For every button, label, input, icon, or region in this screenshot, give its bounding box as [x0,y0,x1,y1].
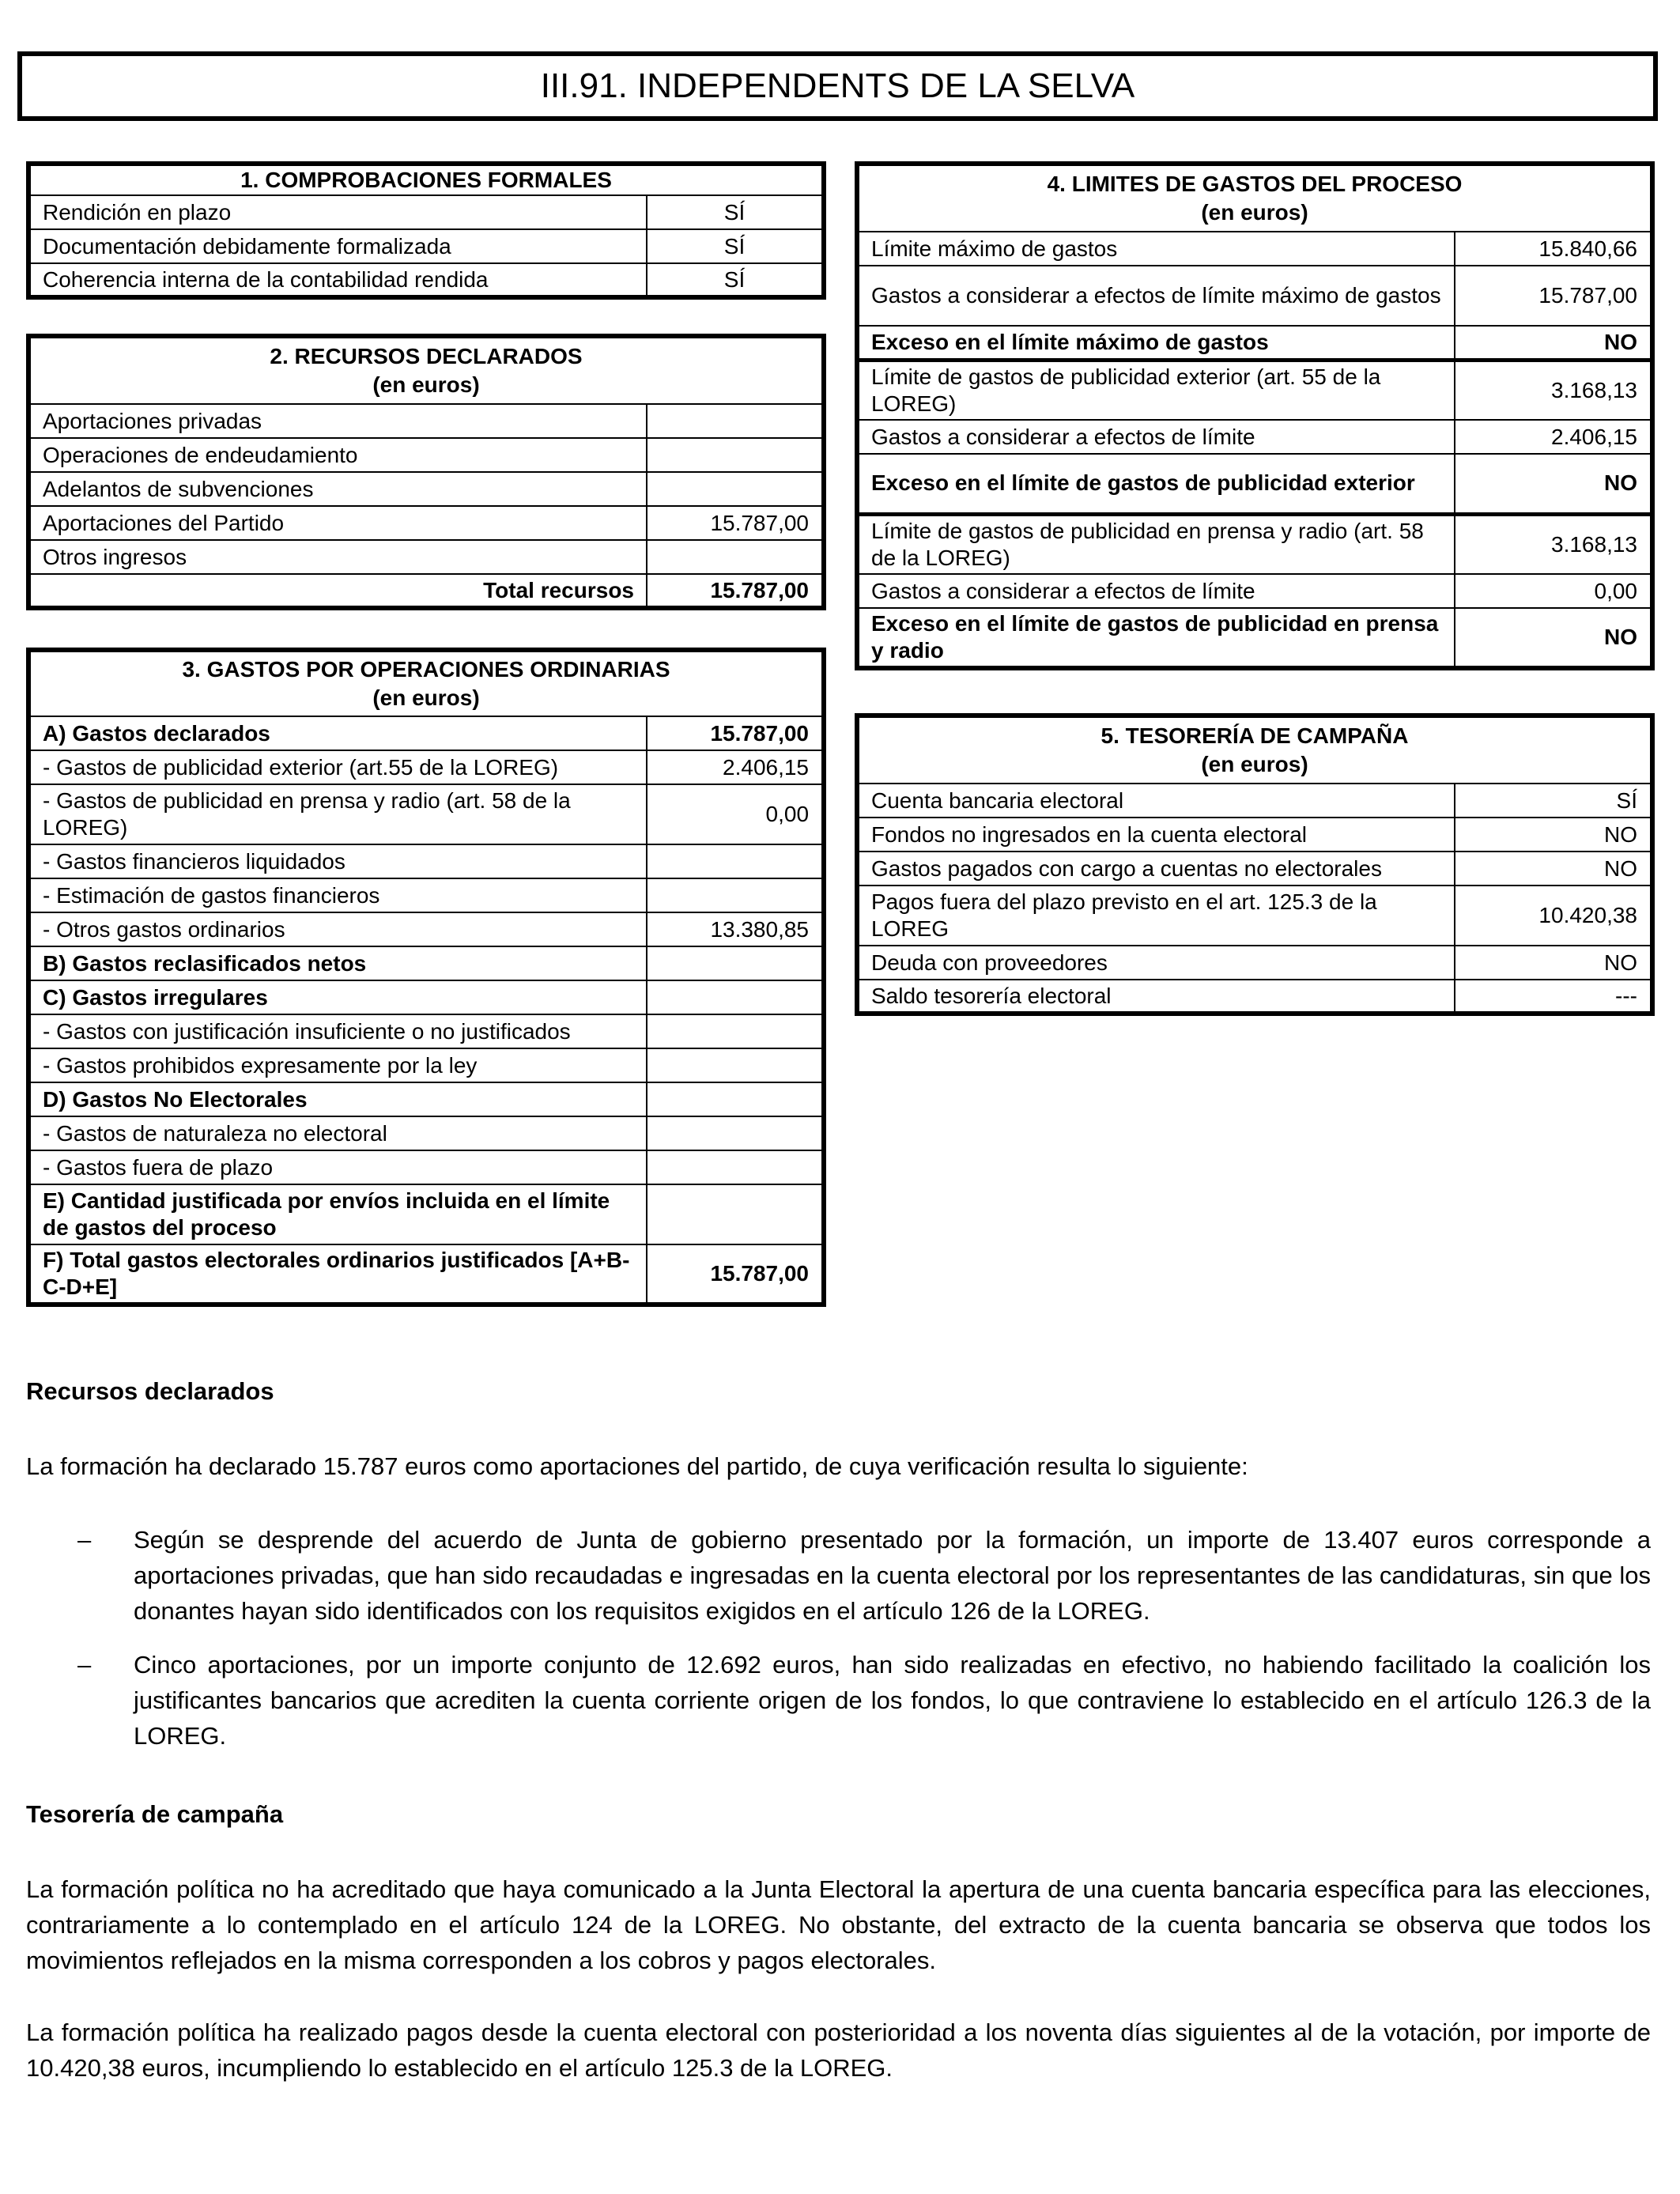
row-label: Gastos a considerar a efectos de límite máximo de gastos [857,266,1455,326]
row-value [647,540,824,574]
row-value: NO [1455,608,1652,668]
total-row [28,574,824,608]
table-row [28,750,824,784]
row-value [647,1082,824,1116]
row-value: NO [1455,818,1652,852]
row-label: Límite de gastos de publicidad en prensa y radio (art. 58 de la LOREG) [857,514,1455,574]
row-value: 13.380,85 [647,912,824,946]
table-recursos-declarados [26,334,826,610]
table-header-title: 4. LIMITES DE GASTOS DEL PROCESO [1047,172,1463,196]
row-value: SÍ [647,263,824,297]
row-value: 2.406,15 [1455,420,1652,454]
row-label: F) Total gastos electorales ordinarios justificados [A+B-C-D+E] [28,1244,647,1305]
row-label: Exceso en el límite de gastos de publicidad en prensa y radio [857,608,1455,668]
table-gastos-ordinarios [26,648,826,1307]
row-value [647,404,824,438]
row-value: 0,00 [647,784,824,844]
row-value: --- [1455,980,1652,1014]
row-value: 15.840,66 [1455,232,1652,266]
table-comprobaciones-formales [26,161,826,300]
row-label: - Gastos financieros liquidados [28,844,647,878]
table-row [28,1184,824,1244]
table-header [28,336,824,404]
table-row [857,818,1652,852]
table-header-title: 3. GASTOS POR OPERACIONES ORDINARIAS [182,657,670,682]
row-label: Cuenta bancaria electoral [857,784,1455,818]
page-title [17,51,1658,121]
table-row [857,852,1652,886]
table-row [28,844,824,878]
row-label: - Gastos prohibidos expresamente por la ley [28,1048,647,1082]
table-row [28,263,824,297]
row-label: - Gastos fuera de plazo [28,1150,647,1184]
table-row [28,438,824,472]
list-item-text: Cinco aportaciones, por un importe conjunto de 12.692 euros, han sido realizadas en efectivo, no habiendo facilitado la coalición los justificantes bancarios que acrediten la cuenta corriente origen de los fondos, lo que contraviene lo establecido en el artículo 126.3 de la LOREG. [134,1651,1651,1750]
table-row [28,784,824,844]
table-row [857,608,1652,668]
table-header [857,716,1652,784]
row-label: D) Gastos No Electorales [28,1082,647,1116]
row-value: 15.787,00 [1455,266,1652,326]
row-label: Documentación debidamente formalizada [28,229,647,263]
row-value [647,438,824,472]
row-label: Operaciones de endeudamiento [28,438,647,472]
row-label: Fondos no ingresados en la cuenta electoral [857,818,1455,852]
row-value: 0,00 [1455,574,1652,608]
table-header-units: (en euros) [372,685,480,710]
row-label: B) Gastos reclasificados netos [28,946,647,980]
table-header-units: (en euros) [1201,200,1308,225]
total-value: 15.787,00 [647,574,824,608]
table-tesoreria-campana [855,713,1655,1016]
row-label: Pagos fuera del plazo previsto en el art. 125.3 de la LOREG [857,886,1455,946]
table-row [28,229,824,263]
row-value: 10.420,38 [1455,886,1652,946]
table-limites-gastos [855,161,1655,670]
table-row [857,784,1652,818]
table-header-title: 2. RECURSOS DECLARADOS [270,344,583,368]
total-label: Total recursos [28,574,647,608]
row-value: 15.787,00 [647,716,824,750]
table-row [28,506,824,540]
row-value: 3.168,13 [1455,514,1652,574]
list-item [26,1522,1651,1629]
row-label: Límite de gastos de publicidad exterior (art. 55 de la LOREG) [857,360,1455,420]
table-row [857,326,1652,360]
section-heading-recursos: Recursos declarados [26,1377,274,1405]
dash-bullet-icon: – [77,1651,92,1679]
row-value [647,1184,824,1244]
row-value: 3.168,13 [1455,360,1652,420]
row-label: - Gastos de publicidad exterior (art.55 de la LOREG) [28,750,647,784]
row-label: Exceso en el límite máximo de gastos [857,326,1455,360]
row-value: SÍ [647,195,824,229]
row-value [647,946,824,980]
row-value [647,844,824,878]
row-label: - Estimación de gastos financieros [28,878,647,912]
table-row [28,404,824,438]
row-label: - Gastos de naturaleza no electoral [28,1116,647,1150]
table-row [28,980,824,1014]
row-label: Gastos pagados con cargo a cuentas no electorales [857,852,1455,886]
row-label: Rendición en plazo [28,195,647,229]
row-label: Saldo tesorería electoral [857,980,1455,1014]
table-row [28,1014,824,1048]
table-header-title: 5. TESORERÍA DE CAMPAÑA [1100,723,1409,748]
table-row [857,454,1652,514]
table-header [28,650,824,716]
table-row [857,946,1652,980]
row-label: Gastos a considerar a efectos de límite [857,420,1455,454]
row-value [647,472,824,506]
row-value [647,980,824,1014]
table-row [28,1048,824,1082]
paragraph: La formación ha declarado 15.787 euros como aportaciones del partido, de cuya verificación resulta lo siguiente: [26,1452,1248,1480]
table-row [857,514,1652,574]
paragraph: La formación política no ha acreditado que haya comunicado a la Junta Electoral la apertura de una cuenta bancaria específica para las elecciones, contrariamente a lo contemplado en el artículo 124 de la LOREG. No obstante, del extracto de la cuenta bancaria se observa que todos los movimientos reflejados en la misma corresponden a los cobros y pagos electorales. [26,1875,1651,1974]
row-value: NO [1455,946,1652,980]
table-header [857,164,1652,232]
table-row [28,540,824,574]
page-title-text: III.91. INDEPENDENTS DE LA SELVA [540,66,1135,105]
table-header: 1. COMPROBACIONES FORMALES [28,164,824,195]
table-row [28,1244,824,1305]
row-value: 15.787,00 [647,1244,824,1305]
table-row [28,912,824,946]
list-item-text: Según se desprende del acuerdo de Junta de gobierno presentado por la formación, un importe de 13.407 euros corresponde a aportaciones privadas, que han sido recaudadas e ingresadas en la cuenta electoral por los representantes de las candidaturas, sin que los donantes hayan sido identificados con los requisitos exigidos en el artículo 126 de la LOREG. [134,1526,1651,1625]
table-row [28,1150,824,1184]
table-row [857,266,1652,326]
row-label: - Otros gastos ordinarios [28,912,647,946]
table-row [28,878,824,912]
row-label: Adelantos de subvenciones [28,472,647,506]
table-row [857,980,1652,1014]
row-value: 2.406,15 [647,750,824,784]
table-row [28,946,824,980]
row-label: - Gastos de publicidad en prensa y radio (art. 58 de la LOREG) [28,784,647,844]
row-label: Otros ingresos [28,540,647,574]
row-value [647,1014,824,1048]
row-value: 15.787,00 [647,506,824,540]
row-label: A) Gastos declarados [28,716,647,750]
paragraph: La formación política ha realizado pagos desde la cuenta electoral con posterioridad a los noventa días siguientes al de la votación, por importe de 10.420,38 euros, incumpliendo lo establecido en el artículo 125.3 de la LOREG. [26,2018,1651,2082]
row-value [647,1048,824,1082]
row-value: NO [1455,454,1652,514]
row-label: Aportaciones del Partido [28,506,647,540]
table-row [28,716,824,750]
table-header-units: (en euros) [372,372,480,397]
row-label: - Gastos con justificación insuficiente o no justificados [28,1014,647,1048]
row-value: NO [1455,326,1652,360]
table-header-units: (en euros) [1201,752,1308,776]
table-row [857,574,1652,608]
row-label: Deuda con proveedores [857,946,1455,980]
row-value: NO [1455,852,1652,886]
table-row [857,886,1652,946]
table-row [28,1082,824,1116]
row-label: Aportaciones privadas [28,404,647,438]
table-row [28,472,824,506]
row-label: Límite máximo de gastos [857,232,1455,266]
row-label: Exceso en el límite de gastos de publicidad exterior [857,454,1455,514]
row-value: SÍ [647,229,824,263]
row-value: SÍ [1455,784,1652,818]
table-row [28,1116,824,1150]
row-label: C) Gastos irregulares [28,980,647,1014]
section-heading-tesoreria: Tesorería de campaña [26,1800,284,1828]
table-row [857,420,1652,454]
row-value [647,878,824,912]
list-item [26,1647,1651,1754]
table-row [28,195,824,229]
row-label: Gastos a considerar a efectos de límite [857,574,1455,608]
row-label: E) Cantidad justificada por envíos incluida en el límite de gastos del proceso [28,1184,647,1244]
row-value [647,1150,824,1184]
table-row [857,360,1652,420]
row-label: Coherencia interna de la contabilidad rendida [28,263,647,297]
dash-bullet-icon: – [77,1526,92,1554]
row-value [647,1116,824,1150]
table-row [857,232,1652,266]
